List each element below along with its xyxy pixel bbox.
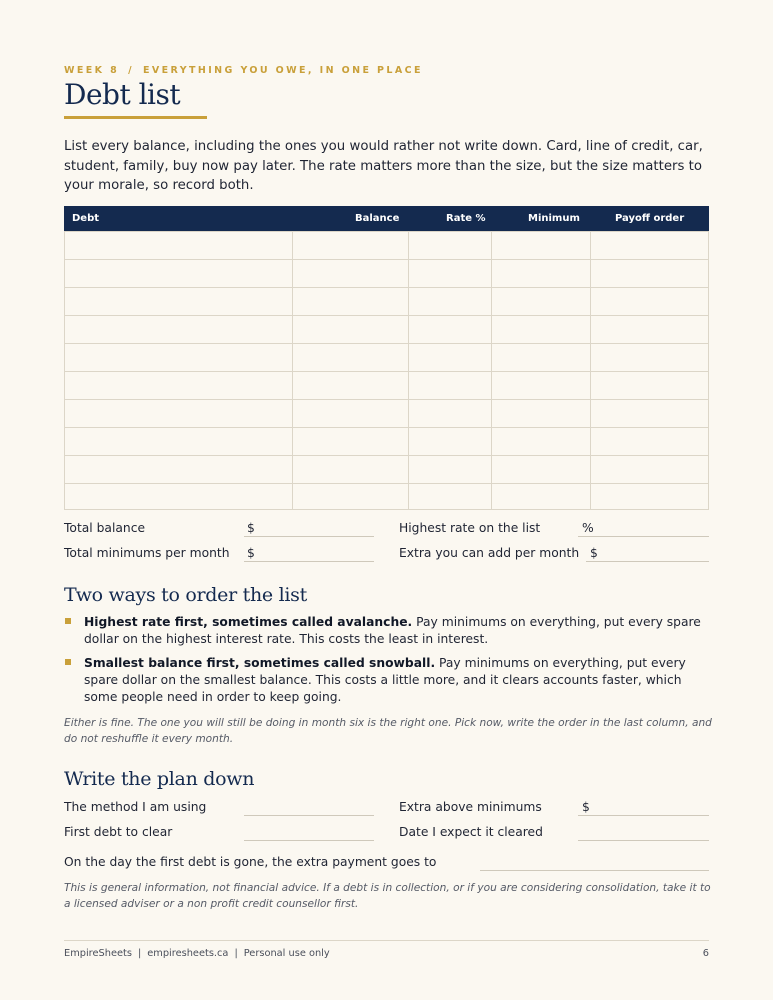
- method-field[interactable]: [244, 815, 374, 816]
- footer-site: empiresheets.ca: [147, 948, 229, 959]
- bullet-marker: [65, 618, 71, 624]
- total-minimums-label: Total minimums per month: [64, 546, 230, 560]
- table-row[interactable]: [65, 427, 708, 455]
- avalanche-item: [64, 614, 709, 648]
- footer-separator: |: [234, 948, 238, 959]
- table-header: [64, 206, 709, 231]
- table-row[interactable]: [65, 371, 708, 399]
- column-divider: [292, 231, 293, 509]
- debt-table: [64, 206, 709, 510]
- first-debt-field[interactable]: [244, 840, 374, 841]
- column-divider: [590, 231, 591, 509]
- total-minimums-currency: $: [247, 546, 255, 560]
- kicker-separator: /: [128, 65, 135, 76]
- extra-per-month-currency: $: [590, 546, 598, 560]
- total-balance-currency: $: [247, 521, 255, 535]
- column-header-balance: Balance: [355, 213, 400, 224]
- clear-date-label: Date I expect it cleared: [399, 825, 543, 839]
- total-balance-label: Total balance: [64, 521, 146, 535]
- column-header-payoff-order: Payoff order: [615, 213, 685, 224]
- table-row[interactable]: [65, 315, 708, 343]
- extra-per-month-label: Extra you can add per month: [399, 546, 580, 560]
- page-number: 6: [702, 948, 709, 959]
- week-label: WEEK 8: [64, 65, 120, 76]
- topic-label: EVERYTHING YOU OWE, IN ONE PLACE: [143, 65, 423, 76]
- column-header-rate: Rate %: [446, 213, 486, 224]
- page-title: Debt list: [64, 78, 181, 111]
- disclaimer: This is general information, not financial advice. If a debt is in collection, or if you are considering consolidation, take it to a licensed adviser or a non profit credit counsellor first.: [64, 882, 711, 910]
- extra-minimums-field[interactable]: [578, 815, 709, 816]
- snowball-title: Smallest balance first, sometimes called snowball.: [84, 656, 436, 670]
- after-payoff-label: On the day the first debt is gone, the extra payment goes to: [64, 855, 437, 869]
- footer-divider: [64, 940, 709, 941]
- bullet-marker: [65, 659, 71, 665]
- table-row[interactable]: [65, 259, 708, 287]
- column-divider: [408, 231, 409, 509]
- avalanche-title: Highest rate first, sometimes called avalanche.: [84, 615, 413, 629]
- avalanche-text: Pay minimums on everything, put every spare dollar on the highest interest rate. This costs the least in interest.: [84, 615, 701, 646]
- after-payoff-field[interactable]: [480, 870, 709, 871]
- snowball-item: [64, 655, 709, 706]
- table-row[interactable]: [65, 399, 708, 427]
- column-divider: [491, 231, 492, 509]
- title-underline: [64, 116, 207, 119]
- extra-minimums-currency: $: [582, 800, 590, 814]
- ordering-heading: Two ways to order the list: [64, 584, 307, 606]
- footer-separator: |: [137, 948, 142, 959]
- plan-heading: Write the plan down: [64, 768, 255, 790]
- table-row[interactable]: [65, 455, 708, 483]
- highest-rate-percent: %: [582, 521, 594, 535]
- table-row[interactable]: [65, 483, 708, 511]
- footer-brand: EmpireSheets: [64, 948, 132, 959]
- snowball-text: Pay minimums on everything, put every spare dollar on the smallest balance. This costs a little more, and it clears accounts faster, which some people need in order to keep going.: [84, 656, 686, 704]
- clear-date-field[interactable]: [578, 840, 709, 841]
- first-debt-label: First debt to clear: [64, 825, 173, 839]
- total-minimums-field[interactable]: [244, 561, 374, 562]
- column-header-minimum: Minimum: [528, 213, 580, 224]
- method-label: The method I am using: [64, 800, 207, 814]
- table-row[interactable]: [65, 231, 708, 259]
- column-header-debt: Debt: [72, 213, 100, 224]
- highest-rate-label: Highest rate on the list: [399, 521, 541, 535]
- extra-per-month-field[interactable]: [586, 561, 709, 562]
- section-kicker: [64, 65, 423, 76]
- footer-license: Personal use only: [243, 948, 330, 959]
- intro-paragraph: List every balance, including the ones you would rather not write down. Card, line of credit, car, student, family, buy now pay later. The rate matters more than the size, but the size matters to your morale, so record both.: [64, 139, 703, 193]
- ordering-note: Either is fine. The one you will still be doing in month six is the right one. Pick now, write the order in the last column, and do not reshuffle it every month.: [64, 717, 712, 745]
- total-balance-field[interactable]: [244, 536, 374, 537]
- footer: [64, 948, 330, 959]
- highest-rate-field[interactable]: [578, 536, 709, 537]
- table-row[interactable]: [65, 287, 708, 315]
- table-row[interactable]: [65, 343, 708, 371]
- extra-minimums-label: Extra above minimums: [399, 800, 542, 814]
